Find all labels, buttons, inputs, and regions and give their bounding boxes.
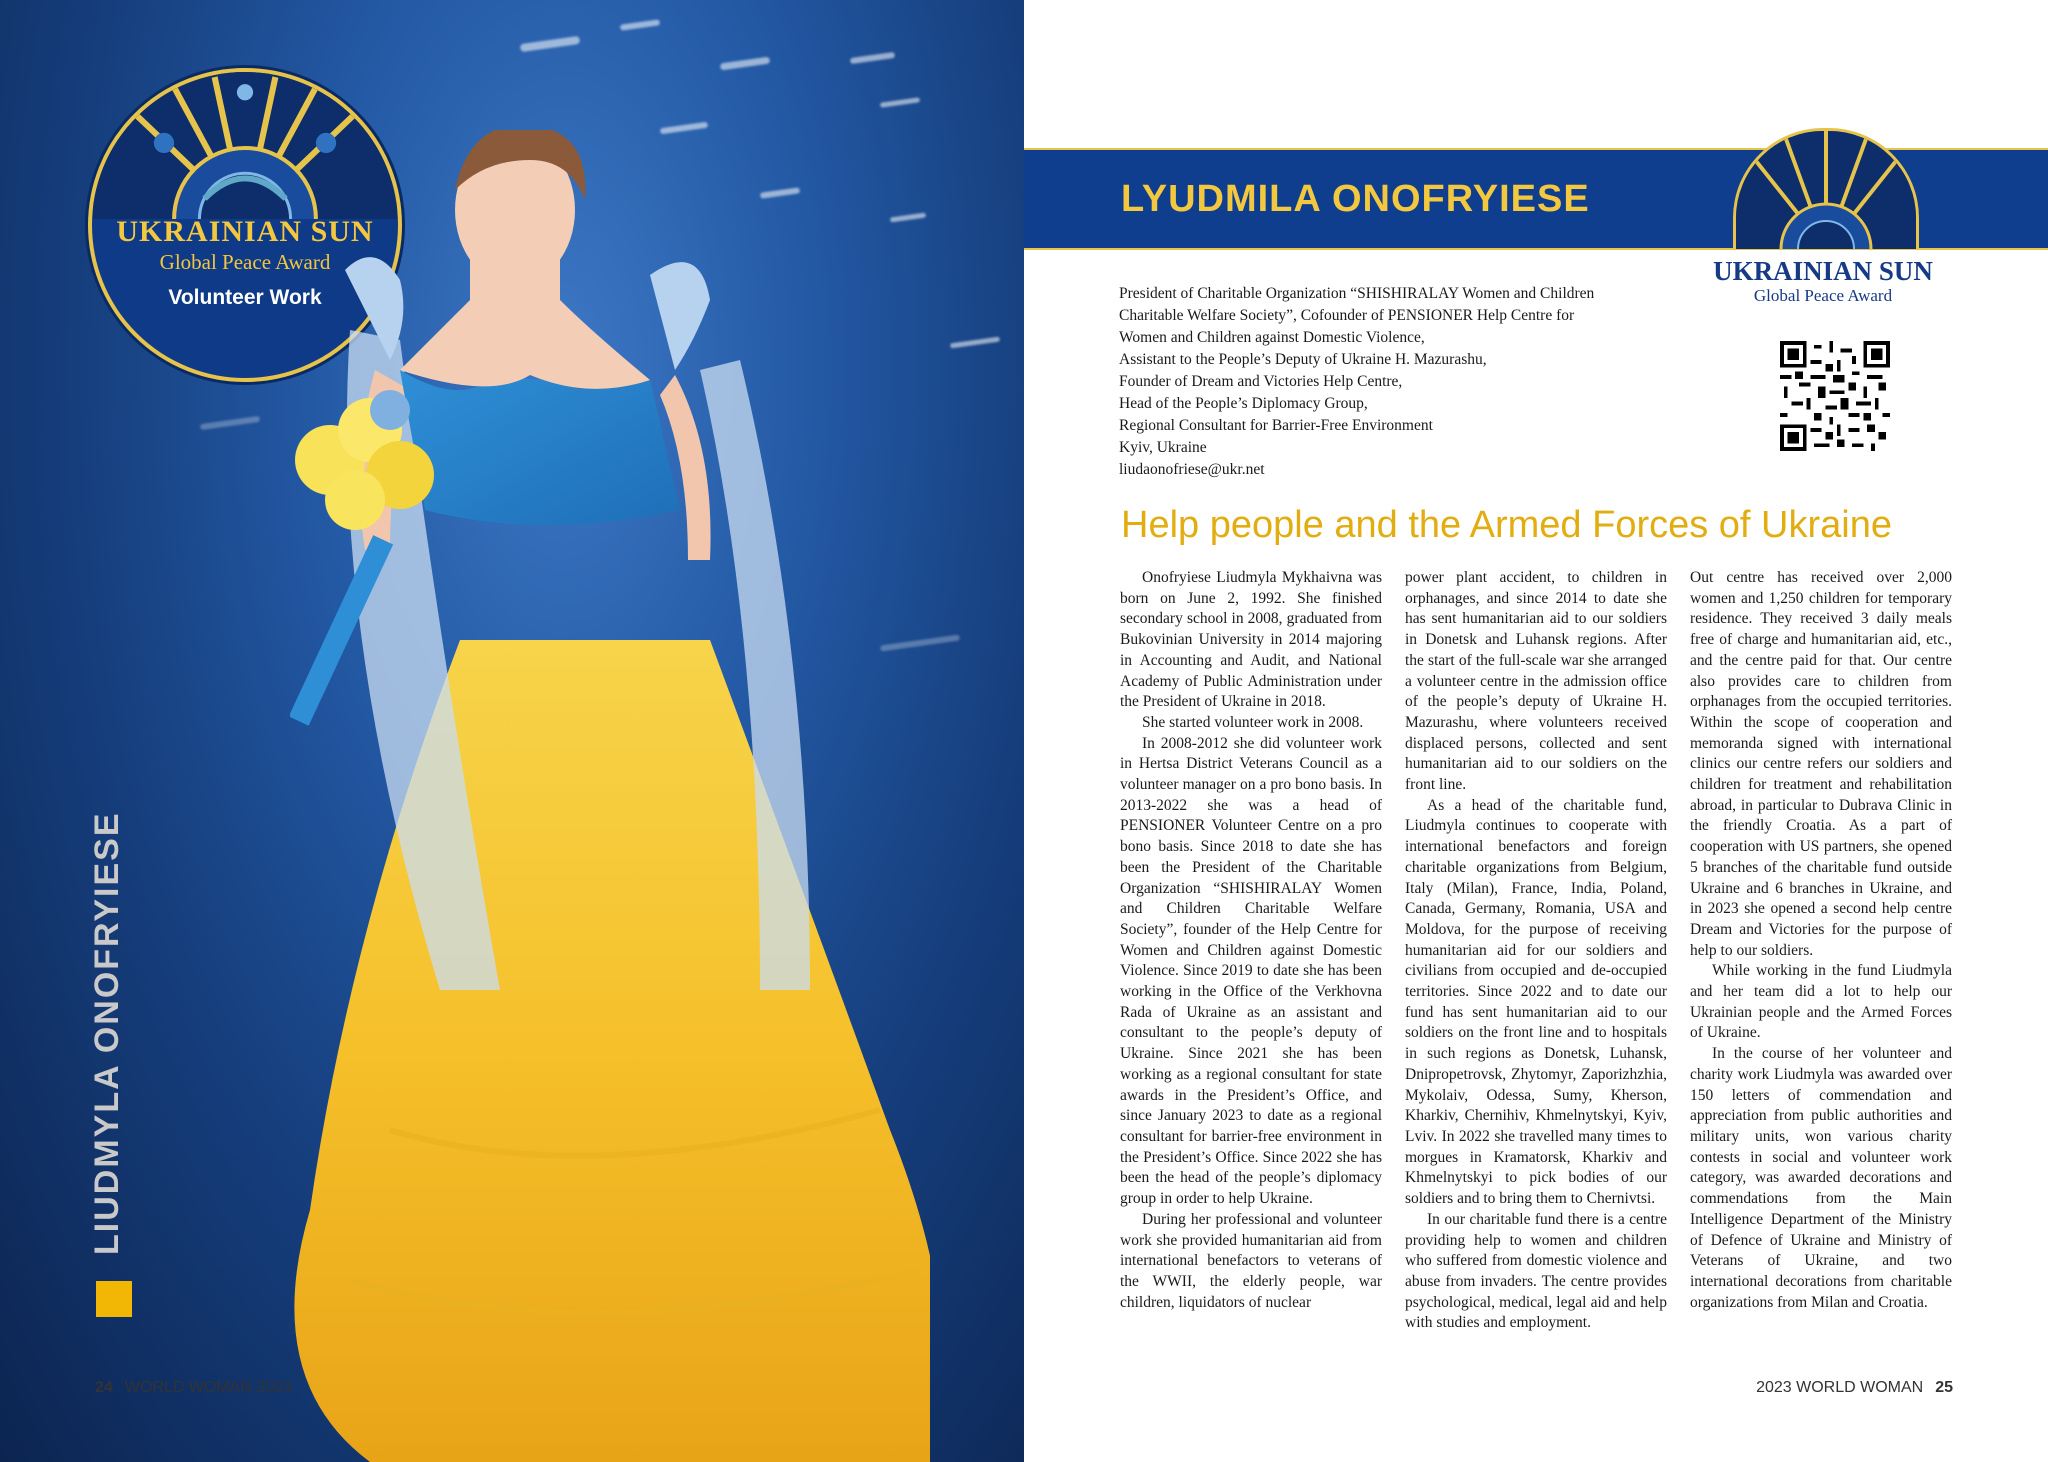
article-headline: Help people and the Armed Forces of Ukraine xyxy=(1121,504,1892,546)
bio-line: Assistant to the People’s Deputy of Ukraine H. Mazurashu, xyxy=(1119,351,1487,368)
bio-line: Head of the People’s Diplomacy Group, xyxy=(1119,395,1368,412)
paragraph: power plant accident, to children in orphanages, and since 2014 to date she has sent humanitarian aid to our soldiers in Donetsk and Luhansk regions. After the start of the full-scale war she arranged a volunteer centre in the admission office of the people’s deputy of Ukraine H. Mazurashu, where volunteers received displaced persons, collected and sent humanitarian aid to our soldiers on the front line. xyxy=(1405,569,1667,794)
paragraph: During her professional and volunteer work she provided humanitarian aid from international benefactors to veterans of the WWII, the elderly people, war children, liquidators of nuclear xyxy=(1120,1210,1382,1311)
article-column-1 xyxy=(1120,568,1382,1313)
badge-title: UKRAINIAN SUN xyxy=(116,215,374,248)
award-badge-small xyxy=(1708,128,1938,318)
light-streak xyxy=(720,57,770,71)
light-streak xyxy=(200,416,260,430)
bio-line: Regional Consultant for Barrier-Free Environment xyxy=(1119,417,1433,434)
badge-subtitle: Global Peace Award xyxy=(159,250,331,274)
footer-left-text: WORLD WOMAN 2023 xyxy=(124,1379,292,1396)
footer-right xyxy=(1756,1379,1953,1397)
banner-name: LYUDMILA ONOFRYIESE xyxy=(1121,178,1590,220)
paragraph: As a head of the charitable fund, Liudmyla continues to cooperate with international benefactors and foreign charitable organizations from Belgium, Italy (Milan), France, India, Poland, Canada, Germany, Romania, USA and Moldova, for the purpose of receiving humanitarian aid for our soldiers and civilians from occupied and de-occupied territories. Since 2022 and to date our fund has sent humanitarian aid to our soldiers on the front line and to hospitals in such regions as Donetsk, Luhansk, Dnipropetrovsk, Zhytomyr, Zaporizhzhia, Mykolaiv, Odessa, Sumy, Kherson, Kharkiv, Chernihiv, Khmelnytskyi, Kyiv, Lviv. In 2022 she travelled many times to morgues in Kramatorsk, Kharkiv and Khmelnytskyi to pick bodies of our soldiers and to bring them to Chernivtsi. xyxy=(1405,796,1667,1208)
page-number-right: 25 xyxy=(1935,1379,1953,1396)
bio-line: Women and Children against Domestic Violence, xyxy=(1119,329,1425,346)
badge-small-title: UKRAINIAN SUN xyxy=(1713,256,1933,286)
light-streak xyxy=(520,36,581,52)
accent-square xyxy=(96,1281,132,1317)
qr-code xyxy=(1780,341,1890,451)
paragraph: While working in the fund Liudmyla and her team did a lot to help our Ukrainian people and the Armed Forces of Ukraine. xyxy=(1690,962,1952,1042)
paragraph: In 2008-2012 she did volunteer work in Hertsa District Veterans Council as a volunteer manager on a pro bono basis. In 2013-2022 she was a head of PENSIONER Volunteer Centre on a pro bono basis. Since 2018 to date she has been the President of the Charitable Organization “SHISHIRALAY Women and Children Charitable Welfare Society”, founder of the Help Centre for Women and Children against Domestic Violence. Since 2019 to date she has been working in the Office of the Verkhovna Rada of Ukraine as an assistant and consultant to the people’s deputy of Ukraine. Since 2021 she has been working as a regional consultant for state awards in the President’s Office, and since January 2023 to date as a regional consultant for barrier-free environment in the President’s Office. Since 2022 she has been the head of the people’s diplomacy group in order to help Ukraine. xyxy=(1120,734,1382,1208)
right-page xyxy=(1024,0,2048,1462)
article-column-2 xyxy=(1405,568,1667,1334)
paragraph: In our charitable fund there is a centre providing help to women and children who suffered from domestic violence and abuse from invaders. The centre provides psychological, medical, legal aid and help with studies and employment. xyxy=(1405,1210,1667,1332)
bio-line: President of Charitable Organization “SHISHIRALAY Women and Children xyxy=(1119,285,1595,302)
paragraph: She started volunteer work in 2008. xyxy=(1142,713,1364,731)
bio-line: Charitable Welfare Society”, Cofounder of PENSIONER Help Centre for xyxy=(1119,307,1575,324)
footer-right-text: 2023 WORLD WOMAN xyxy=(1756,1379,1924,1396)
portrait-photo xyxy=(290,130,930,1462)
footer-left xyxy=(95,1379,292,1397)
bio-line: Founder of Dream and Victories Help Centre, xyxy=(1119,373,1403,390)
paragraph: Out centre has received over 2,000 women and 1,250 children for temporary residence. They received 3 daily meals free of charge and humanitarian aid, etc., and the centre paid for that. Our centre also provides care to children from orphanages from the occupied territories. Within the scope of cooperation and memoranda signed with international clinics our centre refers our soldiers and children for treatment and rehabilitation abroad, in particular to Dubrava Clinic in the friendly Croatia. As a part of cooperation with US partners, she opened 5 branches of the charitable fund outside Ukraine and 6 branches in Ukraine, and in 2023 she opened a second help centre Dream and Victories for the purpose of help to our soldiers. xyxy=(1690,569,1952,959)
badge-small-subtitle: Global Peace Award xyxy=(1753,286,1893,305)
light-streak xyxy=(880,97,920,108)
bio-block xyxy=(1119,283,1699,481)
bio-line: Kyiv, Ukraine xyxy=(1119,439,1207,456)
light-streak xyxy=(850,52,895,64)
light-streak xyxy=(950,337,1000,349)
light-streak xyxy=(620,19,660,31)
mosaic-sun-emblem xyxy=(1733,128,1919,249)
vertical-name: LIUDMYLA ONOFRYIESE xyxy=(88,811,126,1255)
email-link[interactable]: liudaonofriese@ukr.net xyxy=(1119,461,1265,478)
paragraph: Onofryiese Liudmyla Mykhaivna was born on June 2, 1992. She finished secondary school in 2008, graduated from Bukovinian University in 2014 majoring in Accounting and Audit, and National Academy of Public Administration under the President of Ukraine in 2018. xyxy=(1120,569,1382,711)
article-column-3 xyxy=(1690,568,1952,1313)
page-number-left: 24 xyxy=(95,1379,113,1396)
badge-category: Volunteer Work xyxy=(168,286,322,309)
paragraph: In the course of her volunteer and charity work Liudmyla was awarded over 150 letters of commendation and appreciation from public authorities and military units, won various charity contests in social and volunteer work category, was awarded decorations and commendations from the Main Intelligence Department of the Ministry of Defence of Ukraine and Ministry of Veterans of Ukraine, and two international decorations from charitable organizations from Milan and Croatia. xyxy=(1690,1045,1952,1311)
